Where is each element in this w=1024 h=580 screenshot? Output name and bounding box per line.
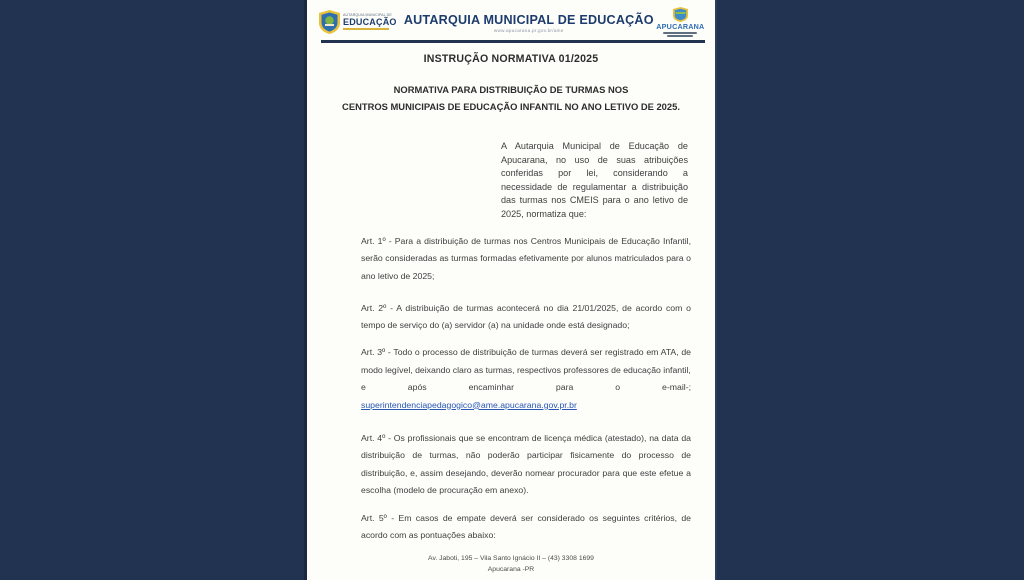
article-5-paragraph: Art. 5º - Em casos de empate deverá ser considerado os seguintes critérios, de acordo com as pontuações abaixo:: [361, 512, 691, 541]
document-content: [307, 0, 715, 580]
header-title-block: [404, 13, 654, 34]
footer-city: Apucarana -PR: [487, 566, 535, 573]
document-page: [304, 0, 717, 580]
article-1-paragraph: Art. 1º - Para a distribuição de turmas nos Centros Municipais de Educação Infantil, serão consideradas as turmas formadas efetivamente por alunos matriculados para o ano letivo de 2025;: [361, 235, 691, 281]
footer-address: Av. Jaboti, 195 – Vila Santo Ignácio II – (43) 3308 1699: [428, 555, 594, 562]
document-footer: [307, 553, 715, 575]
header-website: www.apucarana.pr.gov.br/ame: [493, 28, 564, 34]
apucarana-logo-name: APUCARANA: [656, 21, 705, 31]
education-logo-name: EDUCAÇÃO: [343, 16, 397, 27]
preamble-paragraph: A Autarquia Municipal de Educação de Apucarana, no uso de suas atribuições conferidas por lei, considerando a necessidade de regulamentar a distribuição das turmas nos CMEIS para o ano letivo de 2025, normatiza que:: [501, 141, 688, 219]
document-title: INSTRUÇÃO NORMATIVA 01/2025: [423, 53, 599, 65]
superintendencia-email-link[interactable]: superintendenciapedagogico@ame.apucarana.gov.pr.br: [361, 399, 577, 410]
education-logo-text: [343, 14, 397, 30]
document-subtitle-line2: CENTROS MUNICIPAIS DE EDUCAÇÃO INFANTIL NO ANO LETIVO DE 2025.: [342, 101, 680, 112]
document-header: [319, 4, 707, 40]
apucarana-caption-line: [667, 35, 693, 37]
article-3-paragraph: [361, 344, 691, 414]
header-title: AUTARQUIA MUNICIPAL DE EDUCAÇÃO: [403, 12, 654, 27]
article-4-paragraph: Art. 4º - Os profissionais que se encontram de licença médica (atestado), na data da distribuição de turmas, não poderão participar fisicamente do processo de distribuição, e, assim desejando, deverão nomear procurador para que este efetue a escolha (modelo de procuração em anexo).: [361, 432, 691, 496]
apucarana-caption-line: [663, 32, 697, 34]
education-shield-icon: [319, 10, 340, 34]
apucarana-logo: [654, 7, 707, 37]
apucarana-crest-icon: [673, 7, 688, 22]
header-divider: [321, 40, 705, 43]
article-2-paragraph: Art. 2º - A distribuição de turmas acontecerá no dia 21/01/2025, de acordo com o tempo de serviço do (a) servidor (a) na unidade onde está designado;: [361, 302, 691, 331]
education-logo-topline: AUTARQUIA MUNICIPAL DE: [343, 13, 392, 18]
document-subtitle-line1: NORMATIVA PARA DISTRIBUIÇÃO DE TURMAS NOS: [393, 84, 629, 95]
education-logo-underline: [343, 28, 389, 30]
article-3-text: Art. 3º - Todo o processo de distribuição de turmas deverá ser registrado em ATA, de modo legível, deixando claro as turmas, respectivos professores de educação infantil,: [361, 347, 691, 375]
education-logo: [319, 10, 404, 34]
article-3-justified-line: e após encaminhar para o e-mail-;: [361, 382, 691, 392]
